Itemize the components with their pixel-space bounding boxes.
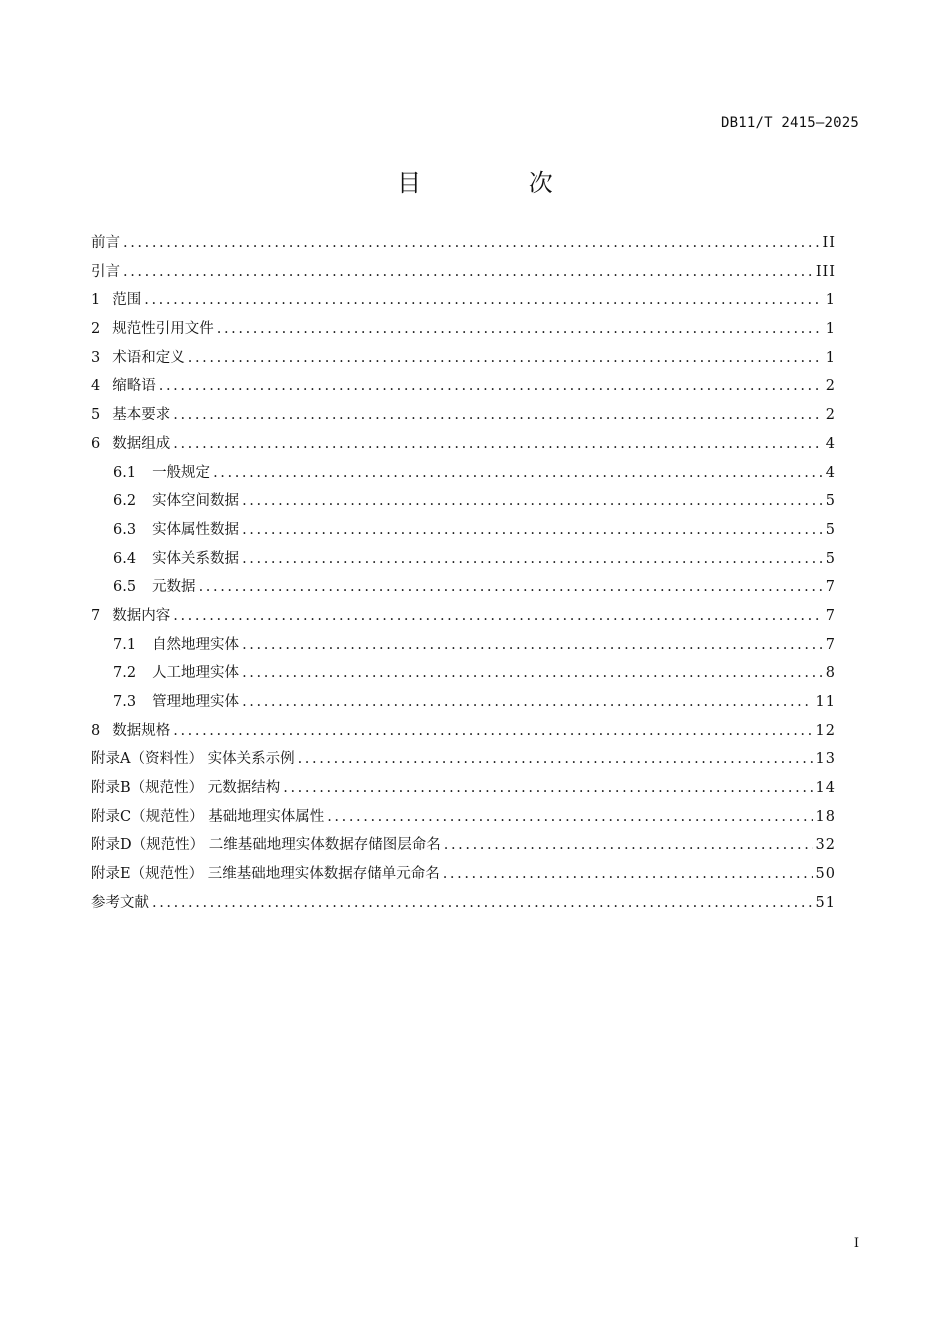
toc-entry-page: III <box>815 263 836 280</box>
toc-entry-label: 附录A（资料性） 实体关系示例 <box>91 751 295 768</box>
toc-entry-number: 7 <box>91 607 101 624</box>
toc-entry[interactable] <box>91 288 836 317</box>
toc-entry-label: 实体属性数据 <box>152 521 240 538</box>
toc-entry-label: 术语和定义 <box>112 349 185 366</box>
toc-leader-dots <box>199 579 823 595</box>
toc-leader-dots <box>123 264 813 280</box>
toc-leader-dots <box>242 522 823 538</box>
toc-leader-dots <box>283 780 812 796</box>
toc-leader-dots <box>242 493 823 509</box>
toc-entry-label: 附录B（规范性） 元数据结构 <box>91 780 281 797</box>
toc-leader-dots <box>173 436 823 452</box>
toc-entry-number: 7.1 <box>113 636 137 653</box>
toc-leader-dots <box>173 407 823 423</box>
toc-leader-dots <box>242 551 823 567</box>
toc-entry-page: 4 <box>825 464 836 481</box>
toc-entry[interactable] <box>91 891 836 920</box>
toc-entry-page: 18 <box>815 808 836 825</box>
toc-entry-label: 元数据 <box>152 579 196 596</box>
toc-entry-label: 人工地理实体 <box>152 665 240 682</box>
toc-entry-label: 自然地理实体 <box>152 636 240 653</box>
toc-entry-number: 6.4 <box>113 550 137 567</box>
toc-entry-label: 引言 <box>91 263 120 280</box>
table-of-contents <box>91 231 836 920</box>
toc-entry-label: 前言 <box>91 235 120 251</box>
toc-entry-page: 7 <box>825 607 836 624</box>
toc-entry-label: 数据内容 <box>112 607 171 624</box>
toc-entry[interactable] <box>91 833 836 862</box>
toc-entry-page: 5 <box>825 493 836 510</box>
toc-entry-page: 2 <box>825 407 836 424</box>
toc-entry-number: 6 <box>91 435 101 452</box>
toc-entry-number: 6.2 <box>113 493 137 510</box>
toc-entry[interactable] <box>91 518 836 547</box>
toc-entry-page: 5 <box>825 550 836 567</box>
toc-entry[interactable] <box>91 633 836 662</box>
toc-entry[interactable] <box>91 461 836 490</box>
toc-leader-dots <box>242 665 823 681</box>
toc-leader-dots <box>173 608 823 624</box>
toc-leader-dots <box>159 378 823 394</box>
toc-leader-dots <box>123 235 820 251</box>
toc-entry-number: 7.3 <box>113 694 137 710</box>
toc-entry[interactable] <box>91 747 836 776</box>
toc-leader-dots <box>242 637 823 653</box>
toc-entry-page: 2 <box>825 378 836 395</box>
toc-entry-label: 附录D（规范性） 二维基础地理实体数据存储图层命名 <box>91 837 441 854</box>
document-code: DB11/T 2415—2025 <box>720 115 859 131</box>
toc-entry-page: 4 <box>825 435 836 452</box>
toc-entry-number: 8 <box>91 722 101 739</box>
toc-leader-dots <box>298 751 813 767</box>
toc-entry[interactable] <box>91 432 836 461</box>
toc-entry-label: 规范性引用文件 <box>112 321 214 338</box>
toc-entry-page: 5 <box>825 521 836 538</box>
toc-entry-label: 实体空间数据 <box>152 493 240 510</box>
toc-entry[interactable] <box>91 575 836 604</box>
toc-entry-page: 51 <box>815 894 836 911</box>
toc-entry-page: 32 <box>815 837 836 854</box>
toc-entry-label: 数据规格 <box>112 722 171 739</box>
toc-entry-number: 2 <box>91 321 101 338</box>
toc-entry[interactable] <box>91 805 836 834</box>
toc-entry[interactable] <box>91 374 836 403</box>
toc-entry-label: 基本要求 <box>112 407 171 424</box>
toc-entry-page: 11 <box>815 694 836 710</box>
toc-entry[interactable] <box>91 260 836 289</box>
toc-entry-page: 50 <box>815 866 836 883</box>
toc-entry-page: 12 <box>815 722 836 739</box>
toc-entry-label: 参考文献 <box>91 894 149 911</box>
toc-entry-label: 数据组成 <box>112 435 171 452</box>
toc-entry[interactable] <box>91 862 836 891</box>
toc-leader-dots <box>443 866 813 882</box>
toc-entry-label: 附录C（规范性） 基础地理实体属性 <box>91 808 325 825</box>
toc-leader-dots <box>188 350 823 366</box>
toc-entry[interactable] <box>91 317 836 346</box>
toc-entry-number: 6.1 <box>113 464 137 481</box>
toc-entry-page: 7 <box>825 636 836 653</box>
toc-entry-label: 实体关系数据 <box>152 550 240 567</box>
toc-entry-page: 7 <box>825 579 836 596</box>
toc-entry-label: 一般规定 <box>152 464 211 481</box>
toc-entry-number: 3 <box>91 349 101 366</box>
toc-entry-number: 7.2 <box>113 665 137 682</box>
toc-entry[interactable] <box>91 547 836 576</box>
toc-leader-dots <box>152 895 813 911</box>
toc-entry-number: 4 <box>91 378 101 395</box>
toc-entry[interactable] <box>91 719 836 748</box>
toc-entry-number: 1 <box>91 292 101 309</box>
toc-leader-dots <box>173 723 812 739</box>
toc-leader-dots <box>327 809 812 825</box>
toc-entry[interactable] <box>91 690 836 719</box>
toc-entry-number: 5 <box>91 407 101 424</box>
toc-entry-label: 缩略语 <box>112 378 156 395</box>
page-title: 目 次 <box>397 169 603 197</box>
toc-entry[interactable] <box>91 231 836 260</box>
toc-entry-number: 6.3 <box>113 521 137 538</box>
toc-leader-dots <box>242 694 812 710</box>
toc-entry-page: II <box>822 235 836 251</box>
toc-entry-page: 1 <box>825 349 836 366</box>
toc-entry-label: 附录E（规范性） 三维基础地理实体数据存储单元命名 <box>91 866 440 883</box>
toc-entry-page: 13 <box>815 751 836 768</box>
toc-entry-number: 6.5 <box>113 579 137 596</box>
toc-entry-page: 1 <box>825 292 836 309</box>
toc-leader-dots <box>217 321 823 337</box>
toc-entry[interactable] <box>91 604 836 633</box>
toc-entry-page: 14 <box>815 780 836 797</box>
toc-entry[interactable] <box>91 661 836 690</box>
toc-entry-page: 1 <box>825 321 836 338</box>
toc-entry[interactable] <box>91 346 836 375</box>
toc-entry[interactable] <box>91 403 836 432</box>
toc-entry[interactable] <box>91 776 836 805</box>
toc-entry[interactable] <box>91 489 836 518</box>
toc-leader-dots <box>213 465 823 481</box>
toc-entry-label: 范围 <box>112 292 142 309</box>
toc-leader-dots <box>144 292 823 308</box>
toc-entry-page: 8 <box>825 665 836 682</box>
toc-leader-dots <box>444 837 813 853</box>
toc-entry-label: 管理地理实体 <box>152 694 240 710</box>
page-number: I <box>853 1236 859 1251</box>
